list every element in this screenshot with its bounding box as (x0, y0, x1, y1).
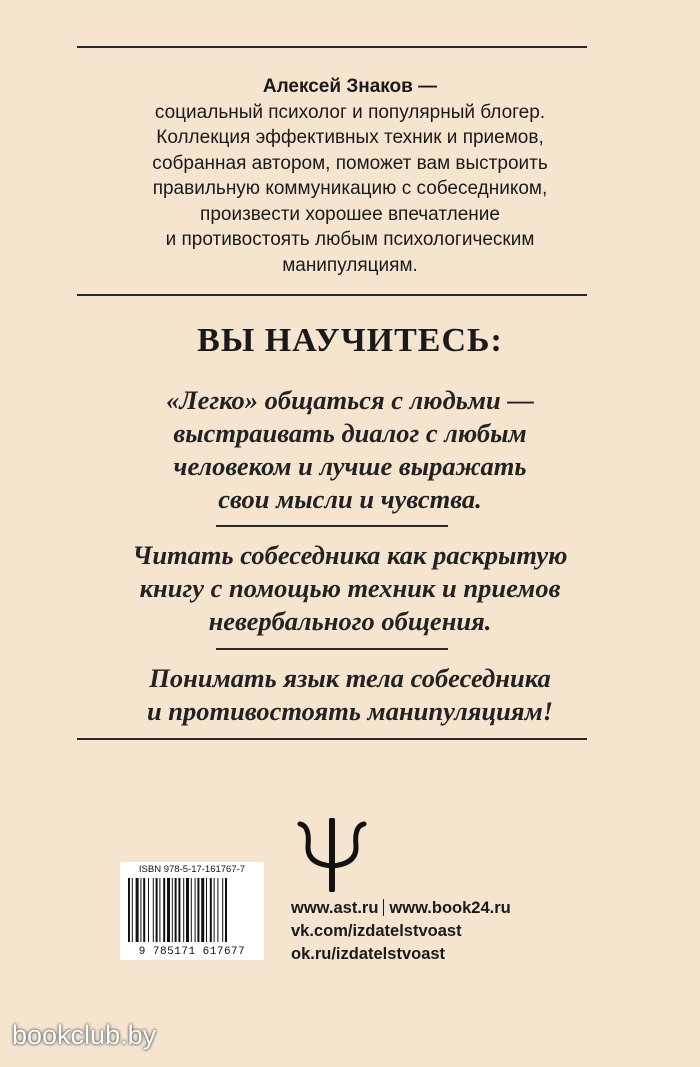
barcode-bar (222, 878, 223, 942)
barcode-bar (225, 878, 227, 942)
isbn-label: ISBN 978-5-17-161767-7 (138, 864, 246, 875)
top-divider (77, 46, 587, 48)
barcode-bar (175, 878, 177, 942)
barcode-bar (143, 878, 145, 942)
point-line: выстраивать диалог с любым (173, 418, 527, 448)
barcode-bar (128, 878, 130, 942)
point-3 (40, 662, 660, 728)
barcode-bar (136, 878, 139, 942)
author-line: и противостоять любым психологическим (165, 229, 535, 250)
barcode-bar (201, 878, 204, 942)
barcode-bar (172, 878, 173, 942)
point-line: невербального общения. (208, 606, 492, 636)
barcode-bar (210, 878, 212, 942)
barcode-bar (156, 878, 158, 942)
author-line: произвести хорошее впечатление (200, 203, 500, 225)
author-line: социальный психолог и популярный блогер. (154, 101, 546, 123)
middle-divider (77, 294, 587, 296)
author-line: правильную коммуникацию с собеседником, (152, 178, 548, 199)
point-line: свои мысли и чувства. (218, 484, 482, 514)
barcode-bar (214, 878, 215, 942)
point-line: и противостоять манипуляциям! (146, 696, 554, 726)
publisher-links (291, 897, 571, 966)
point-line: «Легко» общаться с людьми — (166, 385, 534, 415)
barcode-bar (197, 878, 199, 942)
barcode-bar (159, 878, 160, 942)
psi-logo-icon (296, 818, 368, 892)
point-line: человеком и лучше выражать (173, 451, 527, 481)
link-ok[interactable]: ok.ru/izdatelstvoast (291, 945, 446, 963)
section-heading: ВЫ НАУЧИТЕСЬ: (197, 322, 503, 359)
point-divider (216, 525, 448, 527)
barcode-bar (178, 878, 180, 942)
barcode-bar (132, 878, 133, 942)
barcode-bar (186, 878, 189, 942)
barcode-bar (217, 878, 218, 942)
author-description (60, 74, 640, 278)
link-separator (383, 899, 384, 916)
barcode-bar (140, 878, 141, 942)
link-ast[interactable]: www.ast.ru (291, 899, 379, 917)
link-book24[interactable]: www.book24.ru (389, 899, 511, 917)
author-line: манипуляциям. (282, 254, 418, 276)
barcode-bar (148, 878, 149, 942)
point-1 (40, 384, 660, 516)
point-line: Понимать язык тела собеседника (149, 663, 551, 693)
barcode-bar (153, 878, 154, 942)
author-name: Алексей Знаков — (262, 76, 438, 97)
link-vk[interactable]: vk.com/izdatelstvoast (291, 922, 462, 940)
barcode-bar (206, 878, 207, 942)
barcode-bar (191, 878, 192, 942)
point-line: книгу с помощью техник и приемов (139, 573, 561, 603)
bottom-divider (77, 738, 587, 740)
watermark: bookclub.by (12, 1020, 157, 1050)
barcode-bar (195, 878, 196, 942)
barcode-bar (183, 878, 184, 942)
author-line: Коллекция эффективных техник и приемов, (156, 127, 544, 148)
barcode-bar (167, 878, 170, 942)
barcode (120, 862, 264, 960)
barcode-bar (163, 878, 165, 942)
barcode-digits: 9 785171 617677 (138, 946, 246, 958)
point-2 (40, 539, 660, 638)
author-line: собранная автором, поможет вам выстроить (152, 152, 548, 174)
point-divider (216, 648, 448, 650)
point-line: Читать собеседника как раскрытую (132, 540, 568, 570)
